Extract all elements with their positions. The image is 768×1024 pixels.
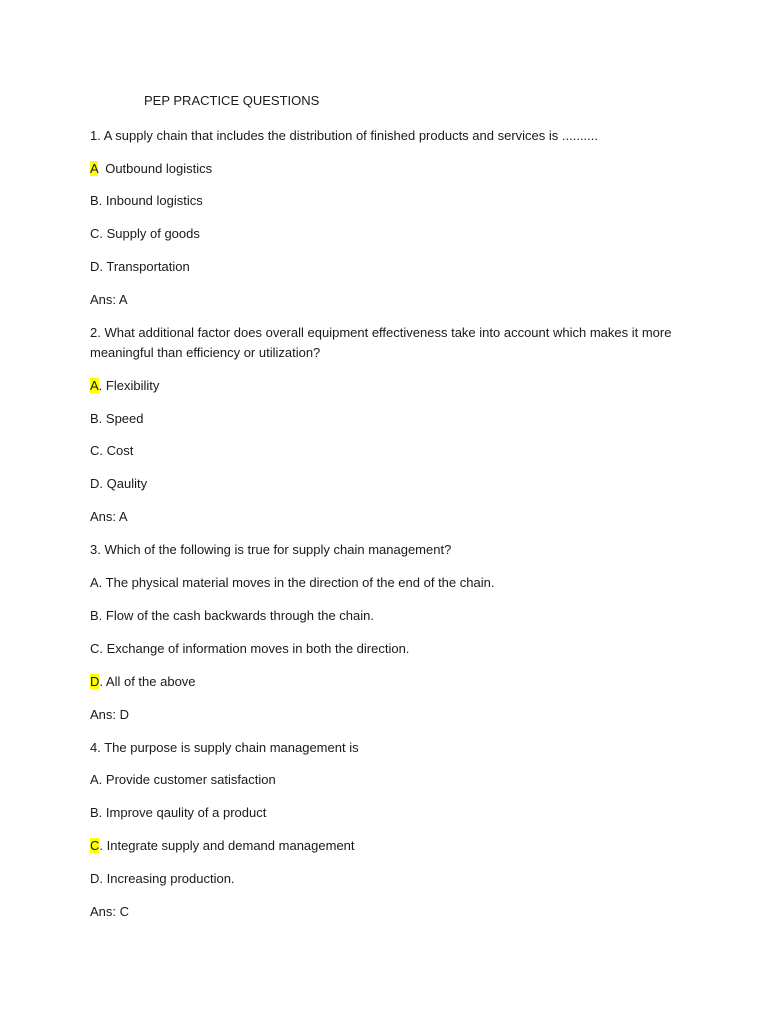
question-3-option-c bbox=[90, 639, 409, 659]
option-separator: . bbox=[98, 575, 106, 590]
option-letter: B bbox=[90, 411, 99, 426]
option-separator: . bbox=[99, 871, 107, 886]
question-4-option-a bbox=[90, 770, 276, 790]
option-separator: . bbox=[98, 411, 106, 426]
option-separator: . bbox=[99, 674, 106, 689]
question-2-option-b bbox=[90, 409, 144, 429]
question-2-text: 2. What additional factor does overall equipment effectiveness take into account which makes it more meaningful than efficiency or utilization? bbox=[90, 325, 672, 360]
question-1-option-a bbox=[90, 159, 212, 179]
question-3-text: 3. Which of the following is true for supply chain management? bbox=[90, 542, 452, 557]
question-1-option-d bbox=[90, 257, 190, 277]
question-4-option-b bbox=[90, 803, 266, 823]
question-4-option-c bbox=[90, 836, 355, 856]
option-text: Transportation bbox=[106, 259, 190, 274]
option-letter: D bbox=[90, 871, 100, 886]
question-1-text: 1. A supply chain that includes the distribution of finished products and services is .......... bbox=[90, 128, 599, 143]
question-2-answer: Ans: A bbox=[90, 509, 128, 524]
question-1-option-b bbox=[90, 191, 203, 211]
option-letter: C bbox=[90, 443, 100, 458]
option-separator: . bbox=[98, 378, 106, 393]
option-separator: . bbox=[99, 443, 107, 458]
option-letter: A bbox=[90, 378, 99, 393]
option-letter: D bbox=[90, 476, 100, 491]
option-text: The physical material moves in the direction of the end of the chain. bbox=[105, 575, 495, 590]
option-letter: C bbox=[90, 641, 100, 656]
option-separator: . bbox=[99, 838, 107, 853]
option-text: Exchange of information moves in both the direction. bbox=[106, 641, 410, 656]
page-title: PEP PRACTICE QUESTIONS bbox=[144, 93, 320, 108]
question-4-option-d bbox=[90, 869, 235, 889]
option-text: Increasing production. bbox=[106, 871, 235, 886]
option-text: Provide customer satisfaction bbox=[105, 772, 276, 787]
question-2-option-c bbox=[90, 441, 133, 461]
option-text: All of the above bbox=[105, 674, 196, 689]
option-separator: . bbox=[99, 476, 107, 491]
question-3-option-a bbox=[90, 573, 494, 593]
option-text: Integrate supply and demand management bbox=[106, 838, 355, 853]
option-separator: . bbox=[98, 193, 106, 208]
option-separator: . bbox=[99, 259, 107, 274]
option-text: Qaulity bbox=[106, 476, 148, 491]
question-2-option-a bbox=[90, 376, 159, 396]
option-letter: A bbox=[90, 575, 99, 590]
option-letter: C bbox=[90, 226, 100, 241]
question-3-option-b bbox=[90, 606, 374, 626]
option-text: Cost bbox=[106, 443, 134, 458]
question-1-answer: Ans: A bbox=[90, 292, 128, 307]
option-letter: B bbox=[90, 805, 99, 820]
question-1-option-c bbox=[90, 224, 200, 244]
option-text: Outbound logistics bbox=[105, 161, 213, 176]
option-letter: D bbox=[90, 259, 100, 274]
option-text: Improve qaulity of a product bbox=[105, 805, 267, 820]
question-3-option-d bbox=[90, 672, 196, 692]
option-separator: . bbox=[98, 608, 106, 623]
option-letter: A bbox=[90, 772, 99, 787]
option-text: Flow of the cash backwards through the chain. bbox=[105, 608, 374, 623]
option-separator: . bbox=[99, 226, 107, 241]
option-separator: . bbox=[98, 805, 106, 820]
option-separator: . bbox=[99, 641, 107, 656]
question-2-option-d bbox=[90, 474, 147, 494]
option-separator: . bbox=[98, 772, 106, 787]
question-4-text: 4. The purpose is supply chain management is bbox=[90, 740, 359, 755]
option-text: Flexibility bbox=[105, 378, 160, 393]
option-text: Speed bbox=[105, 411, 144, 426]
option-letter: A bbox=[90, 161, 98, 176]
option-letter: B bbox=[90, 193, 99, 208]
option-text: Supply of goods bbox=[106, 226, 200, 241]
option-letter: D bbox=[90, 674, 100, 689]
option-letter: C bbox=[90, 838, 100, 853]
question-3-answer: Ans: D bbox=[90, 707, 130, 722]
question-4-answer: Ans: C bbox=[90, 904, 130, 919]
option-letter: B bbox=[90, 608, 99, 623]
option-text: Inbound logistics bbox=[105, 193, 203, 208]
